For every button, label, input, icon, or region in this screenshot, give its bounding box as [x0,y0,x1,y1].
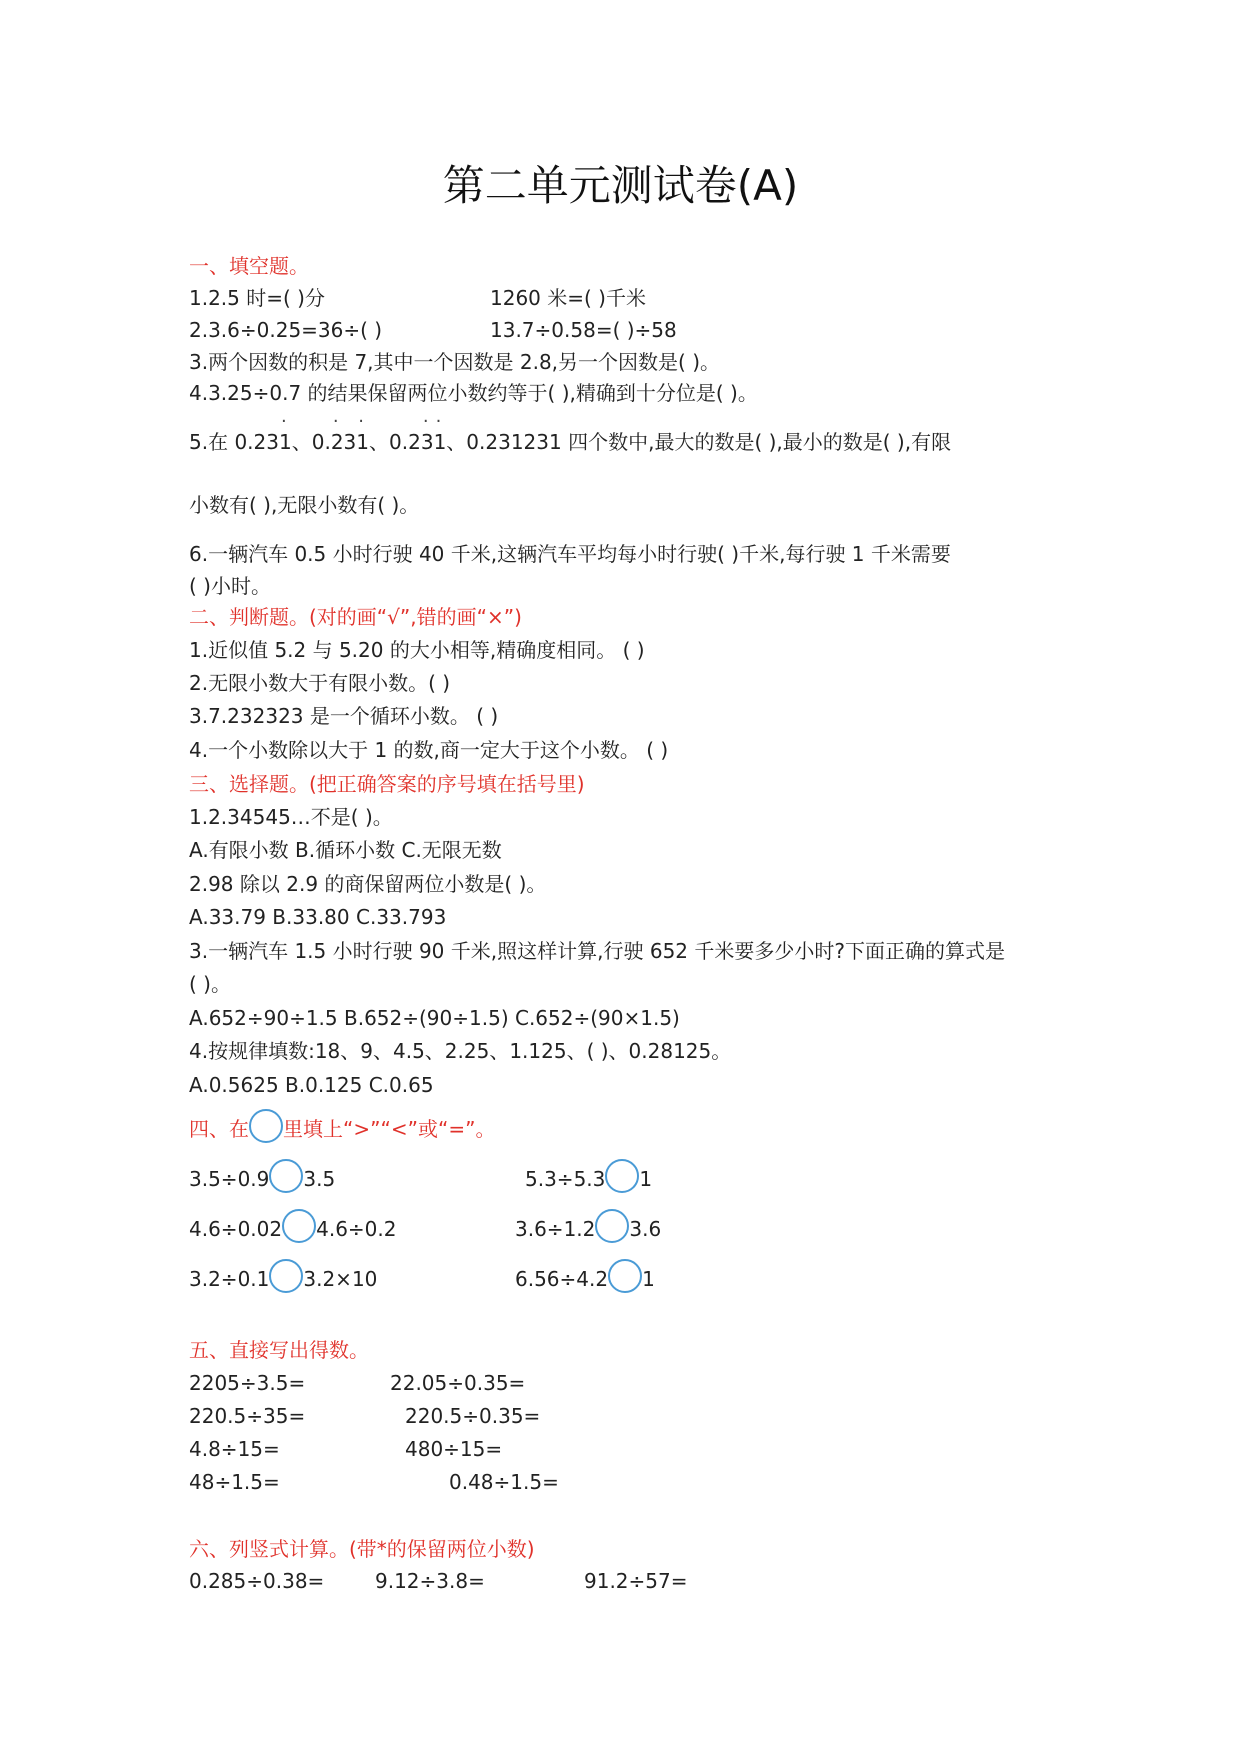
s1-q1-left: 1.2.5 时=( )分 [189,286,325,310]
s1-q6-line2: ( )小时。 [189,574,271,598]
compare-left-expr: 3.6÷1.2 [515,1217,596,1241]
s4-heading-post: 里填上“>”“<”或“=”。 [283,1117,496,1141]
s1-q2-left: 2.3.6÷0.25=36÷( ) [189,318,383,342]
section-3-heading: 三、选择题。(把正确答案的序号填在括号里) [189,772,585,796]
page-title: 第二单元测试卷(A) [442,161,799,210]
s1-q5-post: 、0.231231 四个数中,最大的数是( ),最小的数是( ),有限 [446,430,952,454]
compare-left-expr: 5.3÷5.3 [525,1167,606,1191]
repeat-digit: · 1 [356,430,369,454]
repeat-digit: · 2 [331,430,344,454]
s5-a2: 220.5÷35= [189,1404,306,1428]
s3-q2-options: A.33.79 B.33.80 C.33.793 [189,905,447,929]
compare-right-expr: 4.6÷0.2 [316,1217,397,1241]
compare-left-expr: 4.6÷0.02 [189,1217,283,1241]
s5-a3: 4.8÷15= [189,1437,280,1461]
s5-a1: 2205÷3.5= [189,1371,306,1395]
s6-a: 0.285÷0.38= [189,1569,325,1593]
compare-circle[interactable] [595,1209,629,1243]
section-1-heading: 一、填空题。 [189,254,309,278]
s5-a4: 48÷1.5= [189,1470,280,1494]
compare-circle[interactable] [282,1209,316,1243]
compare-circle[interactable] [608,1259,642,1293]
s3-q1-options: A.有限小数 B.循环小数 C.无限无数 [189,838,502,862]
s3-q3-line1: 3.一辆汽车 1.5 小时行驶 90 千米,照这样计算,行驶 652 千米要多少小时?下面正确的算式是 [189,939,1005,963]
s1-q6-line1: 6.一辆汽车 0.5 小时行驶 40 千米,这辆汽车平均每小时行驶( )千米,每行驶 1 千米需要 [189,542,951,566]
s4-heading-pre: 四、在 [189,1117,249,1141]
s6-b: 9.12÷3.8= [375,1569,485,1593]
repeat-digit: · 1 [434,430,447,454]
compare-right-expr: 3.5 [303,1167,336,1191]
s1-q5-line2: 小数有( ),无限小数有( )。 [189,493,420,517]
s3-q4-options: A.0.5625 B.0.125 C.0.65 [189,1073,434,1097]
s2-q2: 2.无限小数大于有限小数。( ) [189,671,451,695]
s2-q3: 3.7.232323 是一个循环小数。 ( ) [189,704,499,728]
compare-left-expr: 3.5÷0.9 [189,1167,270,1191]
s6-c: 91.2÷57= [584,1569,688,1593]
compare-right-expr: 3.6 [629,1217,662,1241]
compare-circle[interactable] [269,1259,303,1293]
section-6-heading: 六、列竖式计算。(带*的保留两位小数) [189,1537,535,1561]
s4-r2-left [189,1215,396,1243]
s5-b1: 22.05÷0.35= [390,1371,526,1395]
compare-left-expr: 3.2÷0.1 [189,1267,270,1291]
compare-left-expr: 6.56÷4.2 [515,1267,609,1291]
section-2-heading: 二、判断题。(对的画“√”,错的画“×”) [189,605,522,629]
s1-q5-mid2: 3 [343,430,357,454]
s5-b4: 0.48÷1.5= [449,1470,559,1494]
s3-q3-options: A.652÷90÷1.5 B.652÷(90÷1.5) C.652÷(90×1.5) [189,1006,680,1030]
compare-right-expr: 1 [639,1167,653,1191]
s5-b2: 220.5÷0.35= [405,1404,541,1428]
s3-q3-line2: ( )。 [189,972,231,996]
s2-q1: 1.近似值 5.2 与 5.20 的大小相等,精确度相同。 ( ) [189,638,645,662]
s3-q1: 1.2.34545…不是( )。 [189,805,393,829]
s2-q4: 4.一个小数除以大于 1 的数,商一定大于这个小数。 ( ) [189,738,669,762]
s1-q5-pre: 5.在 0.23 [189,430,279,454]
s4-r1-left [189,1165,335,1193]
s4-r3-left [189,1265,377,1293]
s1-q2-right: 13.7÷0.58=( )÷58 [490,318,677,342]
repeat-digit: · 3 [421,430,434,454]
repeat-digit: · 1 [279,430,292,454]
s1-q1-right: 1260 米=( )千米 [490,286,646,310]
s3-q4: 4.按规律填数:18、9、4.5、2.25、1.125、( )、0.28125。 [189,1039,732,1063]
s4-r1-right [525,1165,652,1193]
compare-circle[interactable] [605,1159,639,1193]
s1-q4: 4.3.25÷0.7 的结果保留两位小数约等于( ),精确到十分位是( )。 [189,381,758,405]
s4-r3-right [515,1265,655,1293]
s4-r2-right [515,1215,661,1243]
s1-q5-line1 [189,428,951,456]
compare-circle[interactable] [269,1159,303,1193]
section-5-heading: 五、直接写出得数。 [189,1338,369,1362]
compare-right-expr: 1 [642,1267,655,1291]
section-4-heading [189,1115,495,1143]
s1-q5-mid1: 、0. [291,430,331,454]
s1-q3: 3.两个因数的积是 7,其中一个因数是 2.8,另一个因数是( )。 [189,350,721,374]
circle-icon [249,1109,283,1143]
s1-q5-mid3: 、0.2 [369,430,421,454]
compare-right-expr: 3.2×10 [303,1267,378,1291]
s3-q2: 2.98 除以 2.9 的商保留两位小数是( )。 [189,872,547,896]
s5-b3: 480÷15= [405,1437,503,1461]
